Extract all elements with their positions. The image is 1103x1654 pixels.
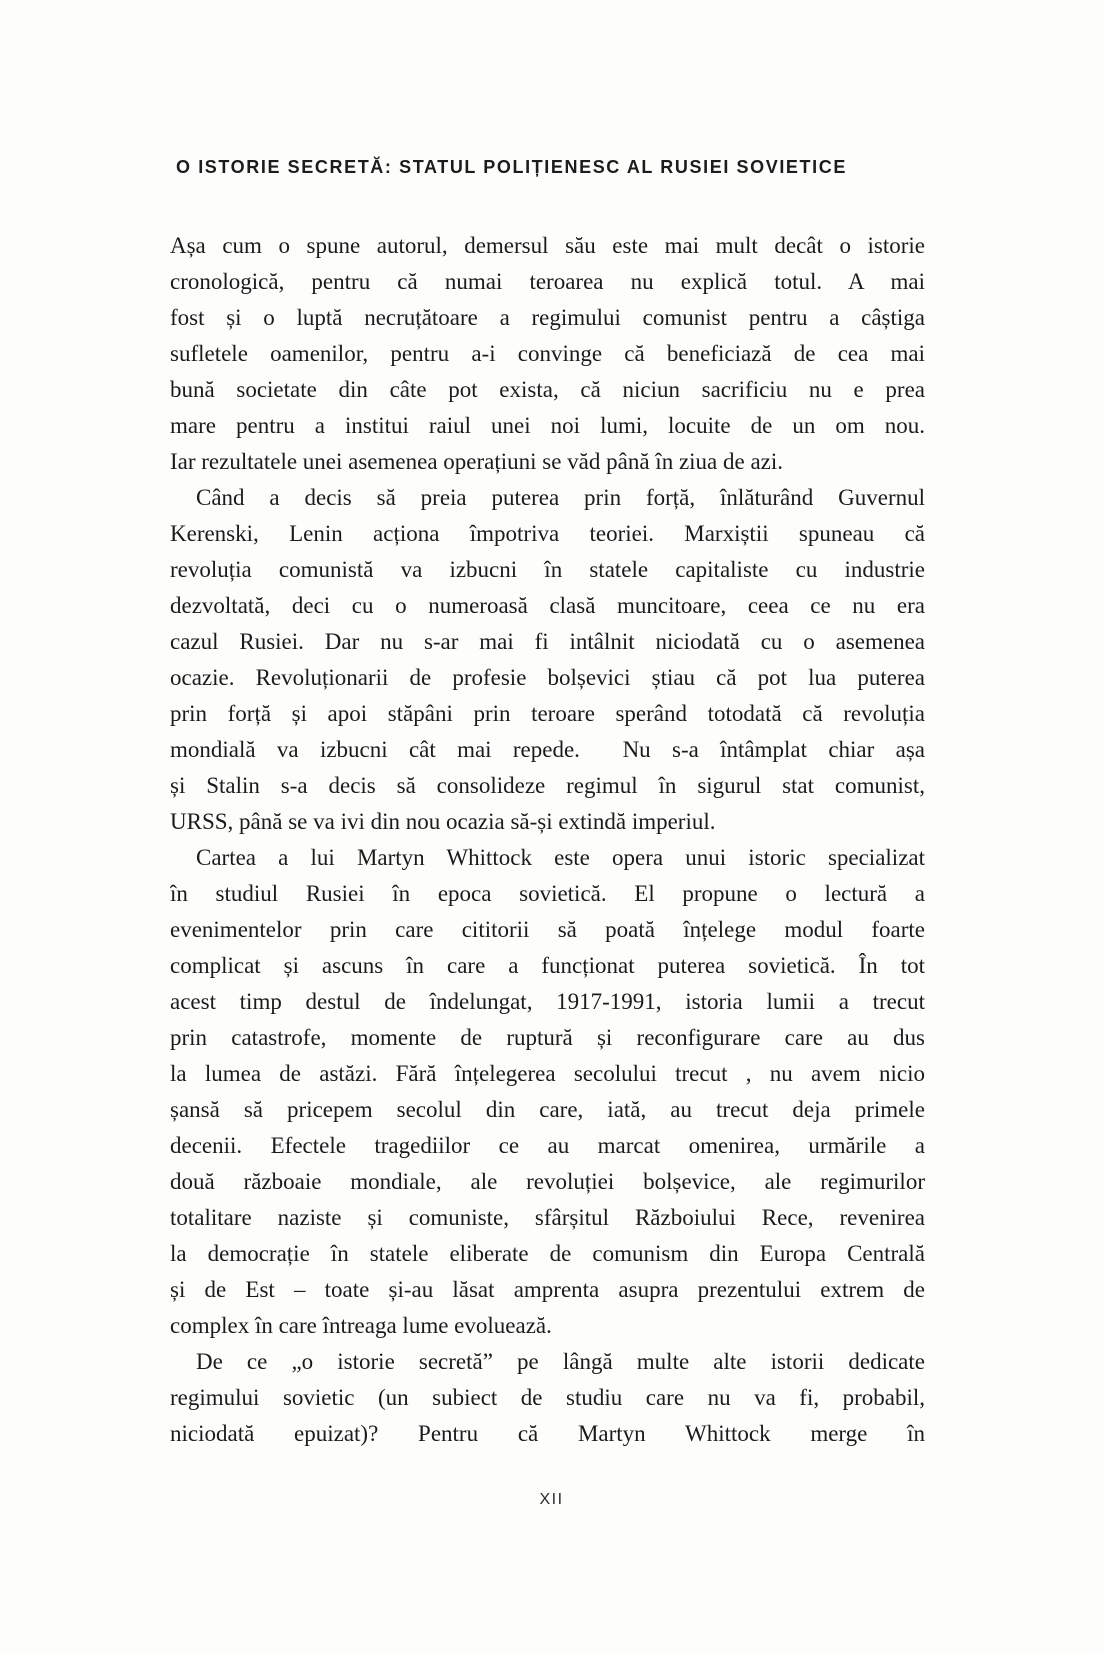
page-number: XII — [539, 1491, 564, 1508]
text-line: prin forță și apoi stăpâni prin teroare sperând totodată că revoluția — [170, 701, 925, 726]
text-line: complex în care întreaga lume evoluează. — [170, 1313, 552, 1338]
text-line: și de Est – toate și-au lăsat amprenta asupra prezentului extrem de — [170, 1277, 925, 1302]
text-line: evenimentelor prin care cititorii să poată înțelege modul foarte — [170, 917, 925, 942]
text-line: Așa cum o spune autorul, demersul său este mai mult decât o istorie — [170, 233, 925, 258]
text-line: regimului sovietic (un subiect de studiu care nu va fi, probabil, — [170, 1385, 925, 1410]
text-line: prin catastrofe, momente de ruptură și reconfigurare care au dus — [170, 1025, 925, 1050]
paragraph — [170, 480, 925, 840]
running-head: O ISTORIE SECRETĂ: STATUL POLIȚIENESC AL RUSIEI SOVIETICE — [176, 157, 847, 177]
text-line: Iar rezultatele unei asemenea operațiuni se văd până în ziua de azi. — [170, 449, 784, 474]
paragraph — [170, 1344, 925, 1452]
text-line: cronologică, pentru că numai teroarea nu explică totul. A mai — [170, 269, 925, 294]
body-text — [170, 228, 925, 1452]
text-line: două războaie mondiale, ale revoluției bolșevice, ale regimurilor — [170, 1169, 925, 1194]
text-line: fost și o luptă necruțătoare a regimului comunist pentru a câștiga — [170, 305, 925, 330]
text-line: dezvoltată, deci cu o numeroasă clasă muncitoare, ceea ce nu era — [170, 593, 925, 618]
text-line: De ce „o istorie secretă” pe lângă multe alte istorii dedicate — [196, 1349, 925, 1374]
paragraph — [170, 840, 925, 1344]
text-line: la democrație în statele eliberate de comunism din Europa Centrală — [170, 1241, 925, 1266]
text-line: cazul Rusiei. Dar nu s-ar mai fi intâlnit niciodată cu o asemenea — [170, 629, 925, 654]
text-line: mare pentru a institui raiul unei noi lumi, locuite de un om nou. — [170, 413, 925, 438]
text-line: la lumea de astăzi. Fără înțelegerea secolului trecut , nu avem nicio — [170, 1061, 925, 1086]
text-line: în studiul Rusiei în epoca sovietică. El propune o lectură a — [170, 881, 925, 906]
text-line: Kerenski, Lenin acționa împotriva teoriei. Marxiștii spuneau că — [170, 521, 925, 546]
text-line: decenii. Efectele tragediilor ce au marcat omenirea, urmările a — [170, 1133, 925, 1158]
text-line: URSS, până se va ivi din nou ocazia să-și extindă imperiul. — [170, 809, 716, 834]
text-line: bună societate din câte pot exista, că niciun sacrificiu nu e prea — [170, 377, 925, 402]
text-line: acest timp destul de îndelungat, 1917-1991, istoria lumii a trecut — [170, 989, 925, 1014]
text-line: Cartea a lui Martyn Whittock este opera unui istoric specializat — [196, 845, 925, 870]
text-line: și Stalin s-a decis să consolideze regimul în sigurul stat comunist, — [170, 773, 925, 798]
text-line: mondială va izbucni cât mai repede. Nu s-a întâmplat chiar așa — [170, 737, 925, 762]
text-line: complicat și ascuns în care a funcționat puterea sovietică. În tot — [170, 953, 925, 978]
text-line: niciodată epuizat)? Pentru că Martyn Whittock merge în — [170, 1421, 925, 1446]
text-line: ocazie. Revoluționarii de profesie bolșevici știau că pot lua puterea — [170, 665, 925, 690]
text-line: totalitare naziste și comuniste, sfârșitul Războiului Rece, revenirea — [170, 1205, 925, 1230]
paragraph — [170, 228, 925, 480]
text-line: Când a decis să preia puterea prin forță, înlăturând Guvernul — [196, 485, 925, 510]
text-line: sufletele oamenilor, pentru a-i convinge că beneficiază de cea mai — [170, 341, 925, 366]
text-line: revoluția comunistă va izbucni în statele capitaliste cu industrie — [170, 557, 925, 582]
text-line: șansă să pricepem secolul din care, iată, au trecut deja primele — [170, 1097, 925, 1122]
